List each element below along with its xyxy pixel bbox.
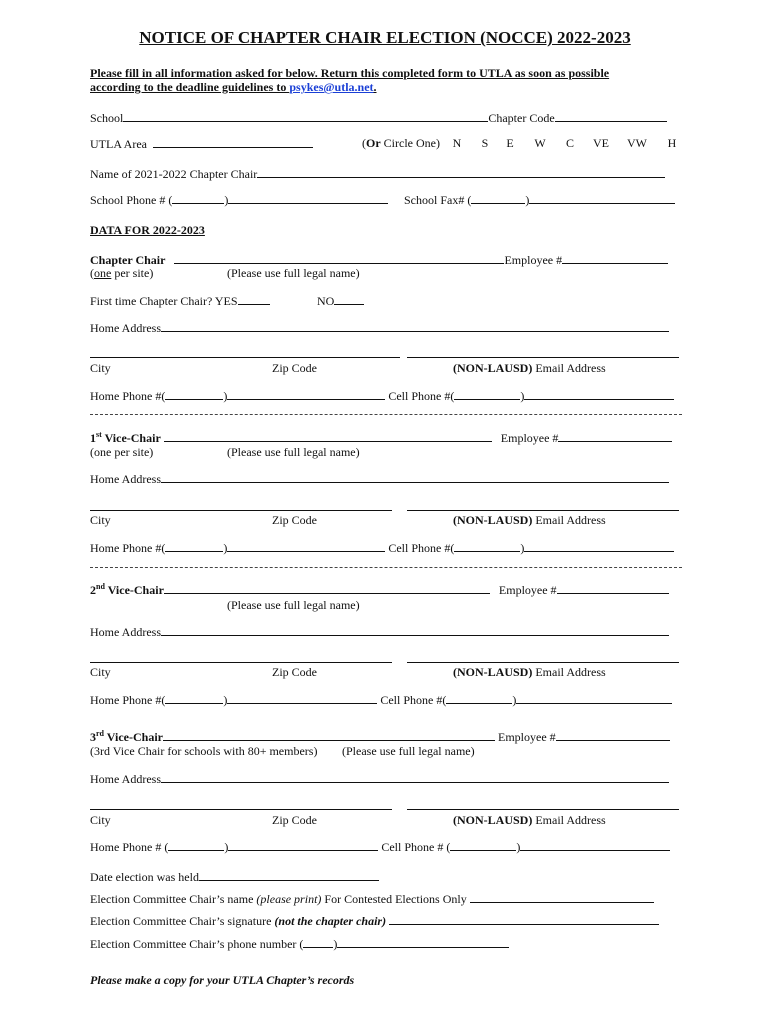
vc1-home-address-label: Home Address — [90, 472, 161, 486]
utla-area-label — [90, 136, 313, 151]
vc1-per-site: (one per site) — [90, 445, 154, 459]
vc2-home-address-field[interactable] — [161, 624, 669, 636]
cc-city-label: City — [90, 361, 111, 375]
vc3-label — [90, 730, 163, 744]
form-title: NOTICE OF CHAPTER CHAIR ELECTION (NOCCE) 2022-2023 — [139, 28, 631, 47]
vc1-email-field[interactable] — [407, 510, 679, 511]
vc1-legal-name: (Please use full legal name) — [227, 445, 360, 459]
cc-email-field[interactable] — [407, 357, 679, 358]
vc3-employee-field[interactable] — [556, 729, 670, 741]
election-date-row — [90, 869, 379, 884]
circle-one-text: Circle One) — [380, 136, 440, 150]
first-time-no-label: NO — [317, 294, 335, 308]
vc2-city-label: City — [90, 665, 111, 679]
committee-name-print: (please print) — [256, 892, 322, 906]
school-fax-area-field[interactable] — [471, 192, 525, 204]
vc1-num: 1 — [90, 431, 96, 445]
vc3-home-phone-field[interactable] — [228, 839, 378, 851]
cc-home-phone-area[interactable] — [165, 388, 223, 400]
committee-phone-paren: ) — [333, 937, 338, 951]
vc2-cell-phone-field[interactable] — [516, 692, 672, 704]
vc1-row — [90, 430, 672, 445]
committee-phone-area[interactable] — [303, 936, 333, 948]
cc-email-bold: (NON-LAUSD) — [453, 361, 533, 375]
vc3-email-bold: (NON-LAUSD) — [453, 813, 533, 827]
vc2-cell-phone-paren: ) — [512, 693, 517, 707]
vc1-cell-phone-paren: ) — [520, 541, 525, 555]
vc2-employee-label: Employee # — [498, 583, 557, 597]
vc1-label-text: Vice-Chair — [101, 431, 161, 445]
vc3-home-address-label: Home Address — [90, 772, 161, 786]
committee-phone-row — [90, 936, 509, 951]
vc1-city-field[interactable] — [90, 510, 392, 511]
cc-home-address-field[interactable] — [161, 320, 669, 332]
election-date-field[interactable] — [199, 869, 379, 881]
vc1-email-bold: (NON-LAUSD) — [453, 513, 533, 527]
cc-home-phone-label: Home Phone #( — [90, 389, 166, 403]
vc1-name-field[interactable] — [164, 430, 492, 442]
vc2-num: 2 — [90, 583, 96, 597]
chapter-chair-employee-field[interactable] — [562, 252, 668, 264]
instructions-line-2 — [90, 80, 377, 94]
vc1-sup: st — [96, 430, 102, 439]
committee-phone-field[interactable] — [337, 936, 509, 948]
vc1-cell-phone-field[interactable] — [524, 540, 674, 552]
data-heading: DATA FOR 2022-2023 — [90, 223, 205, 237]
vc3-zip-label: Zip Code — [272, 813, 317, 827]
vc3-name-field[interactable] — [163, 729, 495, 741]
vc1-city-label: City — [90, 513, 111, 527]
vc3-city-field[interactable] — [90, 809, 392, 810]
vc1-home-phone-label: Home Phone #( — [90, 541, 166, 555]
committee-signature-note: (not the chapter chair) — [274, 914, 387, 928]
school-label — [90, 110, 667, 125]
region-option-ve[interactable]: VE — [593, 136, 609, 150]
vc3-home-address-field[interactable] — [161, 771, 669, 783]
footer-note: Please make a copy for your UTLA Chapter’s records — [90, 973, 355, 987]
vc3-email-text: Email Address — [532, 813, 606, 827]
vc2-home-address-label: Home Address — [90, 625, 161, 639]
vc3-home-phone-label: Home Phone # ( — [90, 840, 169, 854]
chapter-chair-name-field[interactable] — [174, 252, 504, 264]
vc3-note: (3rd Vice Chair for schools with 80+ members) — [90, 744, 318, 758]
utla-area-text: UTLA Area — [90, 137, 147, 151]
divider — [90, 567, 682, 568]
vc2-label — [90, 583, 164, 597]
committee-name-row — [90, 891, 654, 906]
vc3-home-phone-paren: ) — [224, 840, 229, 854]
instructions-line-1: Please fill in all information asked for below. Return this completed form to UTLA as soon as possible — [90, 66, 610, 80]
vc3-home-address — [90, 771, 669, 786]
vc1-cell-phone-label: Cell Phone #( — [388, 541, 455, 555]
circle-one-prefix: ( — [362, 136, 366, 150]
vc3-cell-phone-label: Cell Phone # ( — [381, 840, 451, 854]
first-time-yes-field[interactable] — [238, 293, 270, 305]
vc2-zip-label: Zip Code — [272, 665, 317, 679]
cc-home-address-label: Home Address — [90, 321, 161, 335]
per-site-paren: ( — [90, 266, 94, 280]
vc3-legal-name: (Please use full legal name) — [342, 744, 475, 758]
school-fax-label — [404, 192, 675, 207]
vc2-legal-name: (Please use full legal name) — [227, 598, 360, 612]
vc1-phone-row — [90, 540, 674, 555]
vc3-cell-phone-field[interactable] — [520, 839, 670, 851]
first-time-label: First time Chapter Chair? YES — [90, 294, 238, 308]
committee-name-contested: For Contested Elections Only — [321, 892, 467, 906]
cc-cell-phone-paren: ) — [520, 389, 525, 403]
contact-email-link[interactable]: psykes@utla.net — [289, 80, 374, 94]
vc1-employee-field[interactable] — [558, 430, 672, 442]
per-site-rest: per site) — [111, 266, 154, 280]
prev-chair-label — [90, 166, 665, 181]
school-phone-field[interactable] — [228, 192, 388, 204]
circle-one-or: Or — [366, 136, 381, 150]
cc-home-phone-field[interactable] — [227, 388, 385, 400]
vc1-home-phone-paren: ) — [223, 541, 228, 555]
vc1-email-text: Email Address — [532, 513, 606, 527]
chapter-chair-label: Chapter Chair — [90, 253, 166, 267]
school-phone-area-field[interactable] — [172, 192, 224, 204]
divider — [90, 414, 682, 415]
first-time-no-field[interactable] — [334, 293, 364, 305]
vc2-name-field[interactable] — [164, 582, 490, 594]
instructions-text: according to the deadline guidelines to — [90, 80, 290, 94]
school-fax-paren: ) — [525, 193, 530, 207]
school-fax-field[interactable] — [529, 192, 675, 204]
cc-cell-phone-field[interactable] — [524, 388, 674, 400]
cc-home-address — [90, 320, 669, 335]
cc-cell-phone-area[interactable] — [454, 388, 520, 400]
region-option-s[interactable]: S — [481, 136, 489, 150]
school-field[interactable] — [123, 110, 488, 122]
vc2-phone-row — [90, 692, 672, 707]
instructions-end: . — [373, 80, 377, 94]
vc2-email-text: Email Address — [532, 665, 606, 679]
committee-name-label: Election Committee Chair’s name — [90, 892, 257, 906]
region-option-c[interactable]: C — [565, 136, 574, 150]
vc2-city-field[interactable] — [90, 662, 392, 663]
utla-area-field[interactable] — [153, 136, 313, 148]
cc-cell-phone-label: Cell Phone #( — [388, 389, 455, 403]
vc2-email-bold: (NON-LAUSD) — [453, 665, 533, 679]
chapter-code-field[interactable] — [555, 110, 667, 122]
vc3-sup: rd — [96, 729, 104, 738]
vc2-home-address — [90, 624, 669, 639]
committee-phone-label: Election Committee Chair’s phone number ( — [90, 937, 304, 951]
cc-home-phone-paren: ) — [223, 389, 228, 403]
region-option-n[interactable]: N — [452, 136, 462, 150]
vc1-label — [90, 431, 161, 445]
prev-chair-text: Name of 2021-2022 Chapter Chair — [90, 167, 258, 181]
school-fax-text: School Fax# ( — [404, 193, 472, 207]
vc2-row — [90, 582, 669, 597]
vc2-email-field[interactable] — [407, 662, 679, 663]
school-phone-label — [90, 192, 388, 207]
vc1-home-address — [90, 471, 669, 486]
vc3-email-label — [453, 813, 606, 827]
vc2-label-text: Vice-Chair — [104, 583, 164, 597]
chapter-chair-per-site — [90, 266, 153, 280]
cc-zip-label: Zip Code — [272, 361, 317, 375]
vc3-row — [90, 729, 670, 744]
vc2-sup: nd — [96, 582, 105, 591]
vc2-cell-phone-area[interactable] — [446, 692, 512, 704]
vc1-email-label — [453, 513, 606, 527]
vc2-home-phone-area[interactable] — [165, 692, 223, 704]
committee-signature-label: Election Committee Chair’s signature — [90, 914, 275, 928]
vc3-city-label: City — [90, 813, 111, 827]
school-label-text: School — [90, 111, 124, 125]
vc2-cell-phone-label: Cell Phone #( — [380, 693, 447, 707]
vc2-home-phone-field[interactable] — [227, 692, 377, 704]
cc-email-label — [453, 361, 606, 375]
vc1-employee-label: Employee # — [500, 431, 559, 445]
chapter-code-label: Chapter Code — [488, 111, 555, 125]
vc1-home-phone-area[interactable] — [165, 540, 223, 552]
cc-phone-row — [90, 388, 674, 403]
vc1-home-phone-field[interactable] — [227, 540, 385, 552]
vc2-home-phone-label: Home Phone #( — [90, 693, 166, 707]
committee-name-field[interactable] — [470, 891, 654, 903]
chapter-chair-legal-name: (Please use full legal name) — [227, 266, 360, 280]
vc1-cell-phone-area[interactable] — [454, 540, 520, 552]
vc3-email-field[interactable] — [407, 809, 679, 810]
vc2-employee-field[interactable] — [557, 582, 669, 594]
committee-signature-row — [90, 913, 659, 928]
vc2-email-label — [453, 665, 606, 679]
first-time-no — [317, 293, 364, 308]
vc3-num: 3 — [90, 730, 96, 744]
school-phone-text: School Phone # ( — [90, 193, 173, 207]
vc2-home-phone-paren: ) — [223, 693, 228, 707]
vc3-employee-label: Employee # — [498, 730, 556, 744]
prev-chair-field[interactable] — [257, 166, 665, 178]
committee-signature-field[interactable] — [389, 913, 659, 925]
vc1-home-address-field[interactable] — [161, 471, 669, 483]
chapter-chair-row — [90, 252, 668, 267]
election-date-label: Date election was held — [90, 870, 199, 884]
cc-email-text: Email Address — [532, 361, 606, 375]
vc3-cell-phone-paren: ) — [516, 840, 521, 854]
chapter-chair-employee-label: Employee # — [504, 253, 563, 267]
per-site-one: one — [94, 266, 112, 280]
region-option-vw[interactable]: VW — [627, 136, 647, 150]
vc3-label-text: Vice-Chair — [104, 730, 163, 744]
vc3-cell-phone-area[interactable] — [450, 839, 516, 851]
school-phone-paren: ) — [224, 193, 229, 207]
vc1-zip-label: Zip Code — [272, 513, 317, 527]
region-option-h[interactable]: H — [667, 136, 677, 150]
region-option-e[interactable]: E — [506, 136, 514, 150]
region-options-rest — [495, 136, 687, 150]
first-time-row — [90, 293, 270, 308]
vc3-home-phone-area[interactable] — [168, 839, 224, 851]
vc3-phone-row — [90, 839, 670, 854]
region-option-w[interactable]: W — [534, 136, 546, 150]
cc-city-field[interactable] — [90, 357, 400, 358]
circle-one-row — [362, 136, 499, 150]
